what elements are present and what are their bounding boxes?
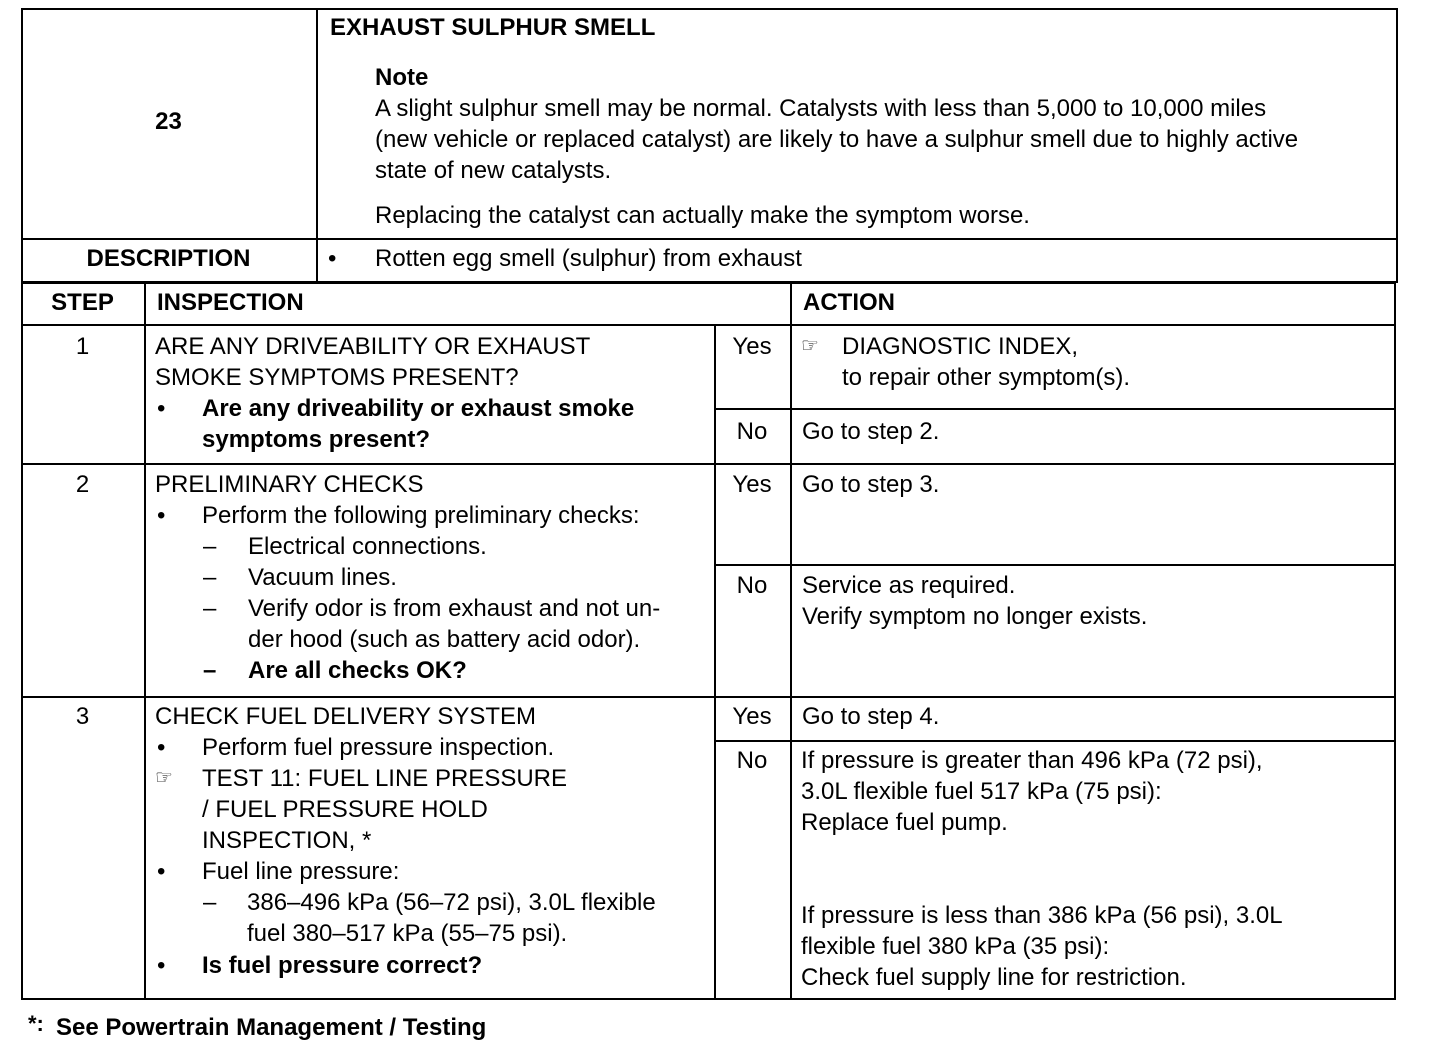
step3-spec-line-1: 386–496 kPa (56–72 psi), 3.0L flexible (247, 889, 656, 916)
step2-no-label: No (736, 572, 768, 599)
step1-yes-label: Yes (732, 333, 772, 360)
dash-icon: – (203, 595, 217, 622)
header-column-divider (316, 8, 318, 283)
step1-no-action: Go to step 2. (802, 418, 940, 445)
step1-title-line-2: SMOKE SYMPTOMS PRESENT? (155, 364, 519, 391)
step3-yesno-divider (714, 740, 1396, 742)
problem-number: 23 (155, 108, 182, 135)
step1-yesno-divider (714, 408, 1396, 410)
description-label: DESCRIPTION (86, 245, 251, 272)
step3-no-label: No (736, 747, 768, 774)
step2-no-action-line-2: Verify symptom no longer exists. (802, 603, 1148, 630)
column-header-action: ACTION (803, 289, 895, 316)
step3-yes-label: Yes (732, 703, 772, 730)
step2-verify-line-2: der hood (such as battery acid odor). (248, 626, 641, 653)
bullet-icon: • (157, 858, 166, 885)
step1-number: 1 (75, 333, 90, 360)
bullet-icon: • (157, 395, 166, 422)
step3-number: 3 (75, 703, 90, 730)
step3-spec-line-2: fuel 380–517 kPa (55–75 psi). (247, 920, 568, 947)
step3-no-action-high-2: 3.0L flexible fuel 517 kPa (75 psi): (801, 778, 1162, 805)
footnote-text: See Powertrain Management / Testing (56, 1014, 487, 1041)
step2-number: 2 (75, 471, 90, 498)
step2-question: Are all checks OK? (248, 657, 467, 684)
step2-divider (21, 696, 1396, 698)
step1-title-line-1: ARE ANY DRIVEABILITY OR EXHAUST (155, 333, 591, 360)
step3-bullet-1: Perform fuel pressure inspection. (202, 734, 555, 761)
step2-check-1: Electrical connections. (248, 533, 487, 560)
step3-question: Is fuel pressure correct? (202, 952, 483, 979)
step2-check-2: Vacuum lines. (248, 564, 397, 591)
problem-title: EXHAUST SULPHUR SMELL (330, 14, 656, 41)
description-text: Rotten egg smell (sulphur) from exhaust (375, 245, 802, 272)
note-line-1: A slight sulphur smell may be normal. Catalysts with less than 5,000 to 10,000 miles (375, 95, 1267, 122)
pointing-hand-icon: ☞ (801, 335, 819, 357)
footnote-marker: *: (28, 1011, 44, 1036)
bullet-icon: • (157, 502, 166, 529)
step3-no-action-low-1: If pressure is less than 386 kPa (56 psi), 3.0L (801, 902, 1283, 929)
step-column-divider (144, 282, 146, 1000)
step3-no-action-high-3: Replace fuel pump. (801, 809, 1008, 836)
note-extra: Replacing the catalyst can actually make the symptom worse. (375, 202, 1030, 229)
step2-yes-action: Go to step 3. (802, 471, 940, 498)
step2-title: PRELIMINARY CHECKS (155, 471, 424, 498)
step3-no-action-low-3: Check fuel supply line for restriction. (801, 964, 1187, 991)
step3-no-action-high-1: If pressure is greater than 496 kPa (72 psi), (801, 747, 1263, 774)
step3-title: CHECK FUEL DELIVERY SYSTEM (155, 703, 536, 730)
column-header-step: STEP (51, 289, 114, 316)
step2-no-action-line-1: Service as required. (802, 572, 1016, 599)
step3-no-action-low-2: flexible fuel 380 kPa (35 psi): (801, 933, 1110, 960)
column-header-inspection: INSPECTION (157, 289, 304, 316)
step3-ref-line-2: / FUEL PRESSURE HOLD (202, 796, 488, 823)
note-line-2: (new vehicle or replaced catalyst) are likely to have a sulphur smell due to highly active (375, 126, 1299, 153)
dash-icon: – (203, 657, 217, 684)
action-column-divider (790, 282, 792, 1000)
step1-yes-action-line-2: to repair other symptom(s). (842, 364, 1131, 391)
dash-icon: – (203, 564, 217, 591)
dash-icon: – (203, 889, 217, 916)
step3-ref-line-1: TEST 11: FUEL LINE PRESSURE (202, 765, 568, 792)
step2-yes-label: Yes (732, 471, 772, 498)
step2-yesno-divider (714, 564, 1396, 566)
header-divider (21, 238, 1398, 240)
step1-yes-action-line-1: DIAGNOSTIC INDEX, (842, 333, 1079, 360)
description-bullet-icon: • (328, 245, 337, 272)
step3-bullet-2: Fuel line pressure: (202, 858, 400, 885)
step1-divider (21, 463, 1396, 465)
pointing-hand-icon: ☞ (155, 767, 173, 789)
column-header-divider (21, 324, 1396, 326)
step3-ref-line-3: INSPECTION, * (202, 827, 372, 854)
step2-bullet-text: Perform the following preliminary checks: (202, 502, 640, 529)
step1-question-line-2: symptoms present? (202, 426, 431, 453)
step2-verify-line-1: Verify odor is from exhaust and not un- (248, 595, 661, 622)
step1-question-line-1: Are any driveability or exhaust smoke (202, 395, 635, 422)
note-label: Note (375, 64, 429, 91)
step1-no-label: No (736, 418, 768, 445)
note-line-3: state of new catalysts. (375, 157, 612, 184)
step3-yes-action: Go to step 4. (802, 703, 940, 730)
bullet-icon: • (157, 734, 166, 761)
dash-icon: – (203, 533, 217, 560)
bullet-icon: • (157, 952, 166, 979)
